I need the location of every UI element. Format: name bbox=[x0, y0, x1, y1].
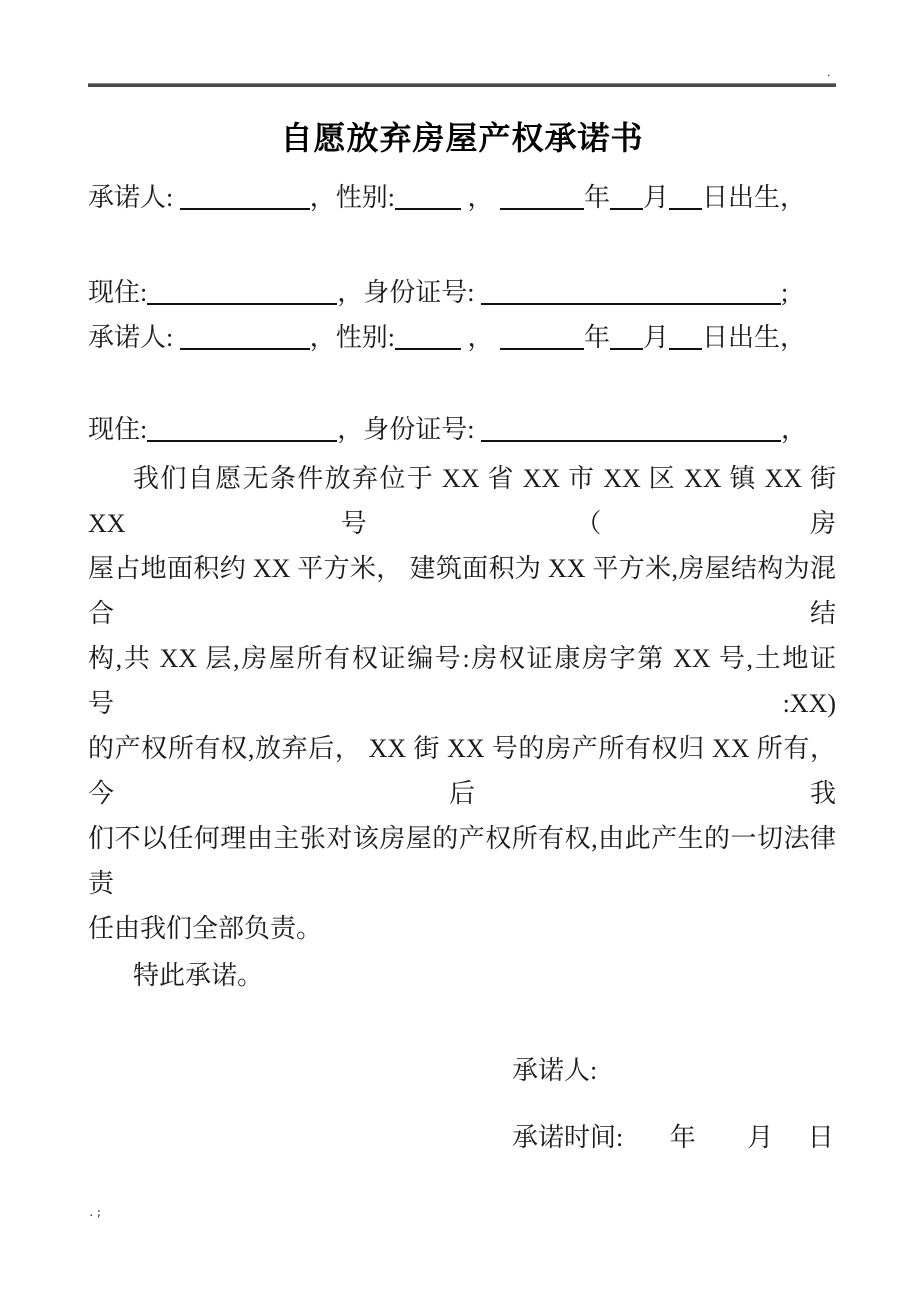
top-right-dot-mark: . bbox=[827, 66, 831, 79]
form-text: 月 bbox=[643, 323, 670, 352]
form-text: 年 bbox=[583, 323, 610, 352]
form-text: 日出生， bbox=[702, 183, 807, 212]
form-text: ， bbox=[460, 183, 500, 212]
form-text: ，身份证号: bbox=[337, 415, 481, 444]
residence-line-1 bbox=[88, 270, 836, 315]
form-text: ，性别: bbox=[309, 183, 395, 212]
document-content bbox=[0, 83, 920, 1160]
form-text: 现住: bbox=[88, 278, 148, 307]
form-text: 月 bbox=[643, 183, 670, 212]
date-line bbox=[88, 1115, 836, 1160]
form-text: ，身份证号: bbox=[337, 278, 481, 307]
form-lines bbox=[88, 175, 836, 452]
blank-field[interactable] bbox=[610, 183, 643, 210]
promisor-line-2 bbox=[88, 315, 836, 360]
blank-field[interactable] bbox=[669, 183, 702, 210]
document-title: 自愿放弃房屋产权承诺书 bbox=[280, 120, 644, 156]
paragraph-line: 的产权所有权,放弃后， XX 街 XX 号的房产所有权归 XX 所有， 今后我 bbox=[88, 734, 836, 808]
signature-block bbox=[88, 1048, 836, 1160]
form-text: ; bbox=[780, 278, 789, 307]
blank-field[interactable] bbox=[147, 415, 337, 442]
form-text: ，性别: bbox=[309, 323, 395, 352]
footer-stray-mark: .; bbox=[88, 1206, 104, 1219]
blank-field[interactable] bbox=[669, 323, 702, 350]
blank-field[interactable] bbox=[500, 323, 584, 350]
promisor-signature-label: 承诺人: bbox=[512, 1056, 598, 1085]
form-text: 承诺人: bbox=[88, 183, 180, 212]
closing-line: 特此承诺。 bbox=[133, 961, 264, 990]
blank-field[interactable] bbox=[610, 323, 643, 350]
form-text: 承诺人: bbox=[88, 323, 180, 352]
paragraph-line: 们不以任何理由主张对该房屋的产权所有权,由此产生的一切法律责 bbox=[88, 824, 836, 898]
promisor-signature-line bbox=[88, 1048, 836, 1093]
form-text: 年 bbox=[583, 183, 610, 212]
date-label: 承诺时间: bbox=[512, 1123, 624, 1152]
blank-field[interactable] bbox=[481, 415, 781, 442]
paragraph-line: 屋占地面积约 XX 平方米， 建筑面积为 XX 平方米,房屋结构为混合结 bbox=[88, 554, 836, 628]
blank-field[interactable] bbox=[147, 278, 337, 305]
month-label: 月 bbox=[747, 1123, 774, 1152]
blank-field[interactable] bbox=[180, 323, 310, 350]
paragraph-line: 任由我们全部负责。 bbox=[88, 914, 323, 943]
year-label: 年 bbox=[669, 1123, 696, 1152]
residence-line-2 bbox=[88, 407, 836, 452]
blank-field[interactable] bbox=[395, 183, 461, 210]
paragraph-line: 我们自愿无条件放弃位于 XX 省 XX 市 XX 区 XX 镇 XX 街 XX 号（房 bbox=[88, 464, 836, 538]
header-rule bbox=[88, 83, 836, 87]
blank-field[interactable] bbox=[180, 183, 310, 210]
form-text: 现住: bbox=[88, 415, 148, 444]
form-text: ， bbox=[780, 415, 807, 444]
blank-field[interactable] bbox=[481, 278, 781, 305]
blank-field[interactable] bbox=[500, 183, 584, 210]
form-text: ， bbox=[460, 323, 500, 352]
paragraph-line: 构,共 XX 层,房屋所有权证编号:房权证康房字第 XX 号,土地证号:XX) bbox=[88, 644, 836, 718]
promisor-line-1 bbox=[88, 175, 836, 220]
blank-field[interactable] bbox=[395, 323, 461, 350]
body-paragraph bbox=[88, 456, 836, 951]
form-text: 日出生， bbox=[702, 323, 807, 352]
day-label: 日 bbox=[807, 1123, 834, 1152]
